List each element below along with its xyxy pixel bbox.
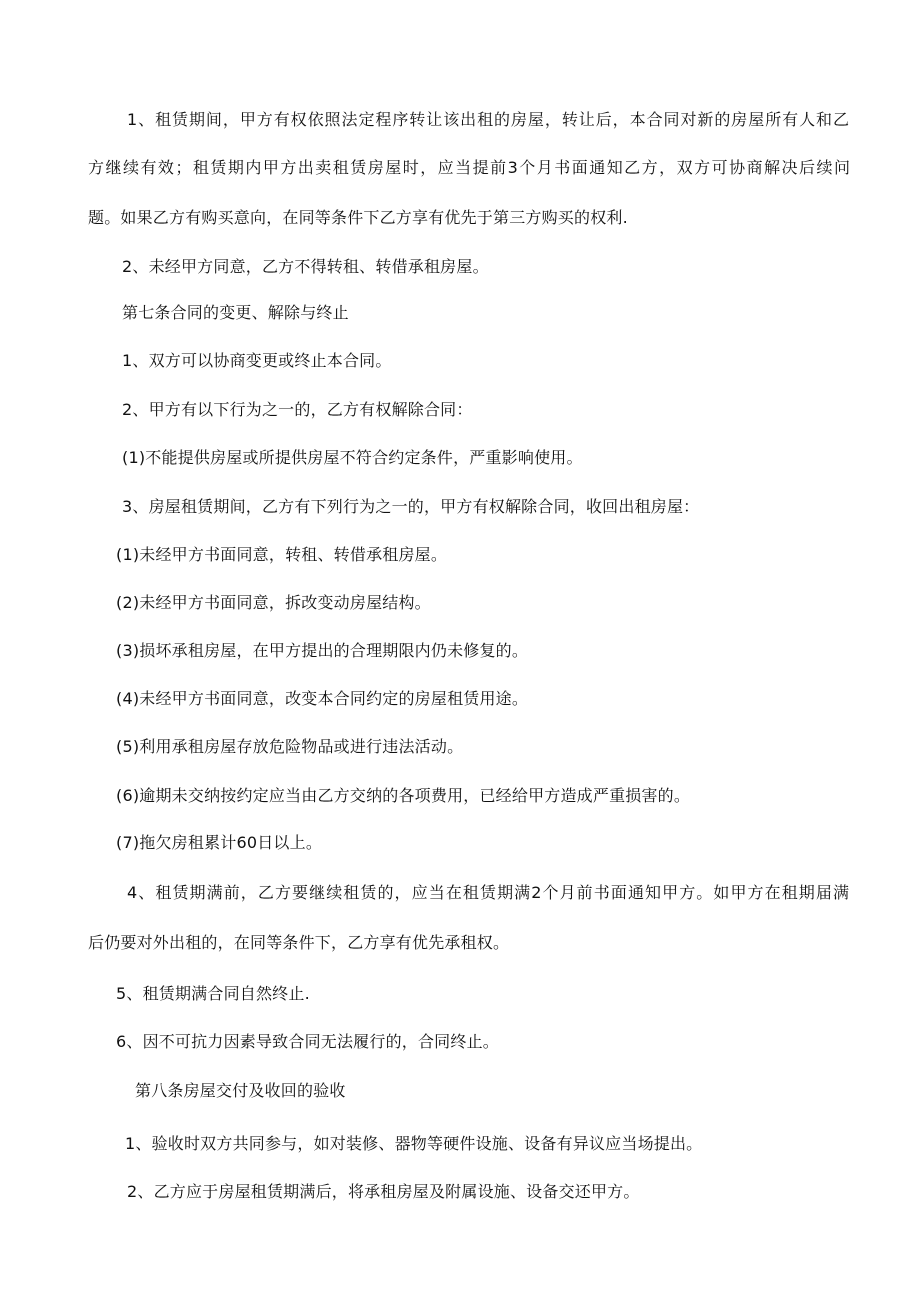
paragraph-line: (4)未经甲方书面同意，改变本合同约定的房屋租赁用途。 <box>116 689 529 708</box>
paragraph-line: 1、验收时双方共同参与，如对装修、器物等硬件设施、设备有异议应当场提出。 <box>125 1134 703 1153</box>
paragraph-line: 5、租赁期满合同自然终止. <box>116 984 310 1003</box>
paragraph-line: 2、未经甲方同意，乙方不得转租、转借承租房屋。 <box>122 257 489 276</box>
paragraph-line: 2、乙方应于房屋租赁期满后，将承租房屋及附属设施、设备交还甲方。 <box>127 1182 640 1201</box>
paragraph-line: 3、房屋租赁期间，乙方有下列行为之一的，甲方有权解除合同，收回出租房屋： <box>122 497 700 516</box>
section-heading: 第七条合同的变更、解除与终止 <box>122 303 349 322</box>
paragraph-line: 2、甲方有以下行为之一的，乙方有权解除合同： <box>122 400 473 419</box>
paragraph-line: 1、租赁期间，甲方有权依照法定程序转让该出租的房屋，转让后，本合同对新的房屋所有人和乙 <box>127 110 850 129</box>
paragraph-line: (7)拖欠房租累计60日以上。 <box>116 833 323 852</box>
paragraph-line: 4、租赁期满前，乙方要继续租赁的，应当在租赁期满2个月前书面通知甲方。如甲方在租期届满 <box>127 883 851 902</box>
paragraph-line: (2)未经甲方书面同意，拆改变动房屋结构。 <box>116 593 431 612</box>
paragraph-line: 后仍要对外出租的，在同等条件下，乙方享有优先承租权。 <box>88 933 510 952</box>
paragraph-line: 1、双方可以协商变更或终止本合同。 <box>122 351 392 370</box>
paragraph-line: (1)不能提供房屋或所提供房屋不符合约定条件，严重影响使用。 <box>122 448 583 467</box>
paragraph-line: 题。如果乙方有购买意向，在同等条件下乙方享有优先于第三方购买的权利. <box>88 208 628 227</box>
paragraph-line: (3)损坏承租房屋，在甲方提出的合理期限内仍未修复的。 <box>116 641 529 660</box>
section-heading: 第八条房屋交付及收回的验收 <box>135 1081 346 1100</box>
paragraph-line: (1)未经甲方书面同意，转租、转借承租房屋。 <box>116 545 448 564</box>
paragraph-line: 方继续有效；租赁期内甲方出卖租赁房屋时，应当提前3个月书面通知乙方，双方可协商解决后续问 <box>88 158 852 177</box>
paragraph-line: 6、因不可抗力因素导致合同无法履行的，合同终止。 <box>116 1032 499 1051</box>
paragraph-line: (6)逾期未交纳按约定应当由乙方交纳的各项费用，已经给甲方造成严重损害的。 <box>116 786 691 805</box>
paragraph-line: (5)利用承租房屋存放危险物品或进行违法活动。 <box>116 737 464 756</box>
